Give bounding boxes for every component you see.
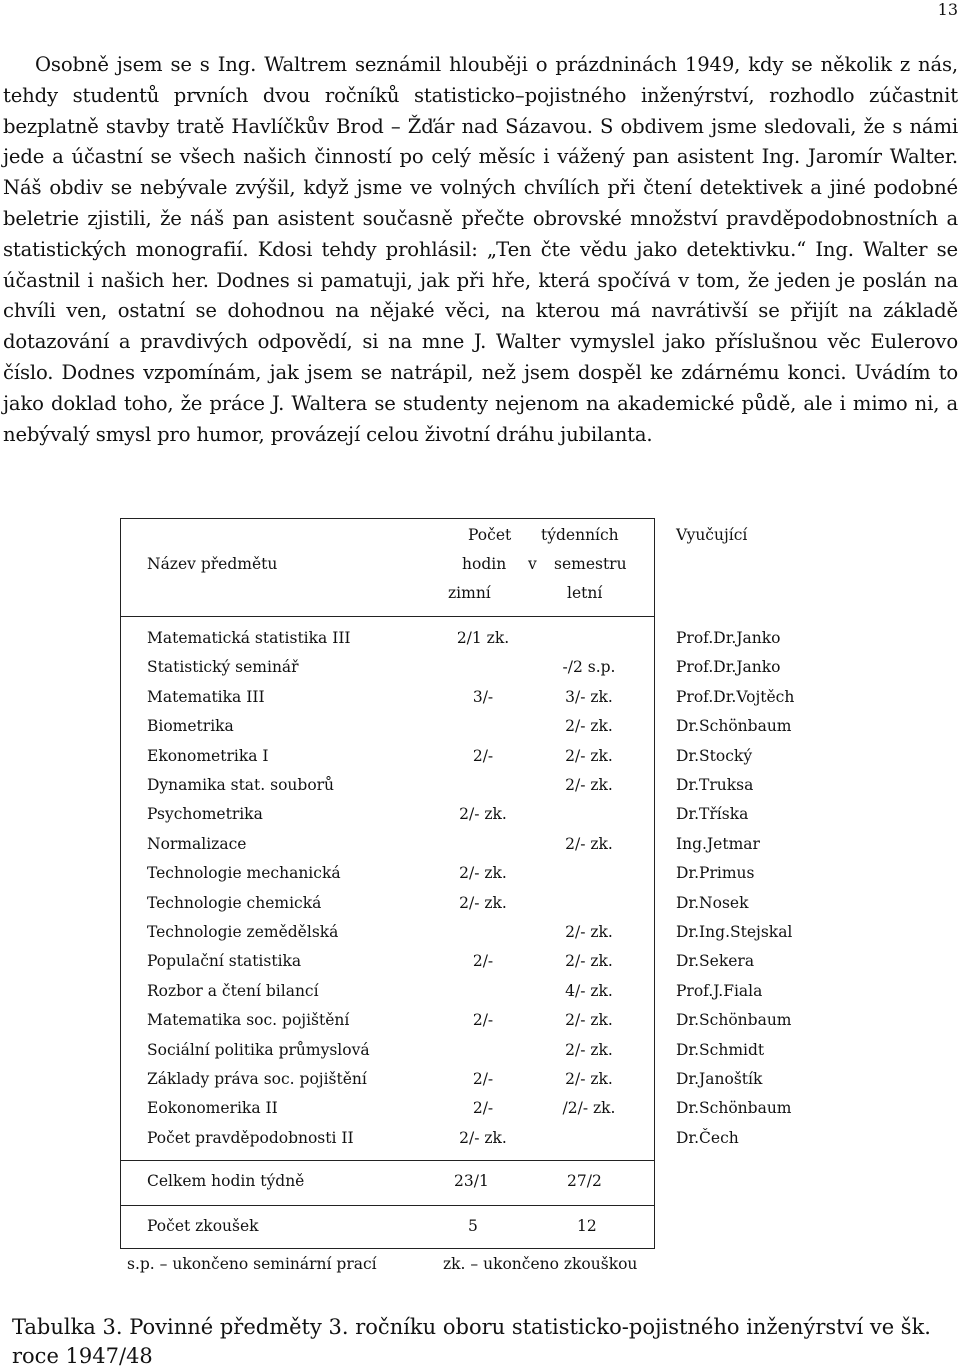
row-subject: Ekonometrika I — [147, 746, 269, 765]
row-teacher: Dr.Čech — [676, 1128, 739, 1147]
table-divider — [121, 616, 654, 617]
row-teacher: Dr.Primus — [676, 864, 755, 883]
row-subject: Technologie zemědělská — [147, 923, 339, 941]
row-winter: 2/- zk. — [459, 864, 507, 883]
row-summer: 2/- zk. — [565, 1040, 613, 1059]
row-summer: 3/- zk. — [565, 687, 613, 706]
row-teacher: Ing.Jetmar — [676, 834, 760, 853]
row-summer: 2/- zk. — [565, 1011, 613, 1030]
row-winter: 2/- zk. — [459, 805, 507, 824]
header-summer: letní — [567, 584, 603, 602]
row-teacher: Dr.Schmidt — [676, 1040, 765, 1059]
page-number: 13 — [937, 0, 958, 19]
table-divider — [121, 1205, 654, 1206]
row-subject: Technologie mechanická — [147, 864, 341, 883]
row-summer: 2/- zk. — [565, 1070, 613, 1088]
row-teacher: Dr.Schönbaum — [676, 1011, 792, 1030]
curriculum-table — [120, 518, 795, 1249]
totals-exams-winter: 5 — [468, 1217, 478, 1235]
row-teacher: Dr.Stocký — [676, 746, 753, 765]
row-summer: 2/- zk. — [565, 834, 613, 853]
row-teacher: Prof.Dr.Janko — [676, 658, 781, 677]
row-subject: Eokonomerika II — [147, 1099, 278, 1118]
row-teacher: Dr.Truksa — [676, 776, 754, 794]
row-teacher: Dr.Sekera — [676, 952, 755, 971]
row-winter: 2/- — [472, 1011, 494, 1030]
totals-hours-winter: 23/1 — [454, 1172, 489, 1190]
row-subject: Matematika III — [147, 687, 265, 706]
header-winter: zimní — [448, 584, 491, 602]
totals-exams-label: Počet zkoušek — [147, 1217, 259, 1235]
totals-hours-label: Celkem hodin týdně — [147, 1172, 305, 1190]
header-semestru: semestru — [554, 555, 627, 573]
row-winter: 2/- — [472, 1099, 494, 1118]
row-teacher: Prof.J.Fiala — [676, 981, 763, 1000]
row-summer: 2/- zk. — [565, 923, 613, 941]
row-winter: 3/- — [472, 687, 494, 706]
row-winter: 2/- — [472, 746, 494, 765]
row-subject: Matematická statistika III — [147, 629, 351, 647]
header-tydennich: týdenních — [541, 526, 619, 544]
row-summer: 2/- zk. — [565, 717, 613, 736]
row-teacher: Dr.Schönbaum — [676, 717, 792, 736]
row-winter: 2/- zk. — [459, 893, 507, 912]
row-subject: Počet pravděpodobnosti II — [147, 1128, 354, 1147]
row-teacher: Dr.Tříska — [676, 805, 749, 824]
row-winter: 2/- — [472, 1070, 494, 1088]
table-caption: Tabulka 3. Povinné předměty 3. ročníku oboru statisticko-pojistného inženýrství ve šk. roce 1947/48 — [12, 1315, 931, 1368]
row-subject: Základy práva soc. pojištění — [147, 1070, 367, 1088]
row-subject: Normalizace — [147, 834, 247, 853]
row-summer: 2/- zk. — [565, 776, 613, 794]
row-teacher: Dr.Nosek — [676, 893, 749, 912]
row-subject: Statistický seminář — [147, 658, 299, 677]
row-summer: 4/- zk. — [565, 981, 613, 1000]
totals-hours-summer: 27/2 — [567, 1172, 602, 1190]
row-teacher: Dr.Ing.Stejskal — [676, 923, 793, 941]
row-winter: 2/- — [472, 952, 494, 971]
row-summer: 2/- zk. — [565, 746, 613, 765]
legend-zk: zk. – ukončeno zkouškou — [443, 1255, 638, 1273]
row-subject: Matematika soc. pojištění — [147, 1011, 350, 1030]
legend-sp: s.p. – ukončeno seminární prací — [127, 1255, 377, 1273]
header-hodin: hodin — [462, 555, 507, 573]
table-divider — [121, 1160, 654, 1161]
header-pocet: Počet — [468, 526, 512, 544]
header-teacher: Vyučující — [676, 526, 748, 544]
row-subject: Psychometrika — [147, 805, 263, 824]
totals-exams-summer: 12 — [577, 1217, 597, 1235]
row-teacher: Dr.Janoštík — [676, 1070, 763, 1088]
row-subject: Populační statistika — [147, 952, 302, 971]
header-subject: Název předmětu — [147, 555, 278, 573]
row-summer: -/2 s.p. — [562, 658, 616, 677]
row-subject: Technologie chemická — [147, 893, 322, 912]
row-teacher: Dr.Schönbaum — [676, 1099, 792, 1118]
row-subject: Sociální politika průmyslová — [147, 1040, 370, 1059]
row-winter: 2/- zk. — [459, 1128, 507, 1147]
row-subject: Rozbor a čtení bilancí — [147, 981, 319, 1000]
row-teacher: Prof.Dr.Vojtěch — [676, 687, 795, 706]
body-paragraph: Osobně jsem se s Ing. Waltrem seznámil hlouběji o prázdninách 1949, kdy se několik z nás, tehdy studentů prvních dvou ročníků statisticko–pojistného inženýrství, rozhodlo zúčastnit bezplatně stavby tratě Havlíčkův Brod – Žďár nad Sázavou. S obdivem jsme sledovali, že s námi jede a účastní se všech našich činností po celý měsíc i vážený pan asistent Ing. Jaromír Walter. Náš obdiv se nebývale zvýšil, když jsme ve volných chvílích při čtení detektivek a jiné podobné beletrie zjistili, že náš pan asistent současně přečte obrovské množství pravděpodobnostních a statistických monografií. Kdosi tehdy prohlásil: „Ten čte vědu jako detektivku.“ Ing. Walter se účastnil i našich her. Dodnes si pamatuji, jak při hře, která spočívá v tom, že jeden je poslán na chvíli ven, ostatní se dohodnou na nějaké věci, na kterou má navrátivší se přijít na základě dotazování a pravdivých odpovědí, si na mne J. Walter vymyslel jako příslušnou věc Eulerovo číslo. Dodnes vzpomínám, jak jsem se natrápil, než jsem dospěl ke zdárnému konci. Uvádím to jako doklad toho, že práce J. Waltera se studenty nejenom na akademické půdě, ale i mimo ni, a nebývalý smysl pro humor, provázejí celou životní dráhu jubilanta. — [3, 53, 958, 446]
row-subject: Biometrika — [147, 717, 234, 736]
header-v: v — [528, 555, 537, 573]
row-winter: 2/1 zk. — [456, 629, 510, 647]
row-summer: 2/- zk. — [565, 952, 613, 971]
row-summer: /2/- zk. — [562, 1099, 616, 1118]
row-teacher: Prof.Dr.Janko — [676, 629, 781, 647]
row-subject: Dynamika stat. souborů — [147, 776, 335, 794]
